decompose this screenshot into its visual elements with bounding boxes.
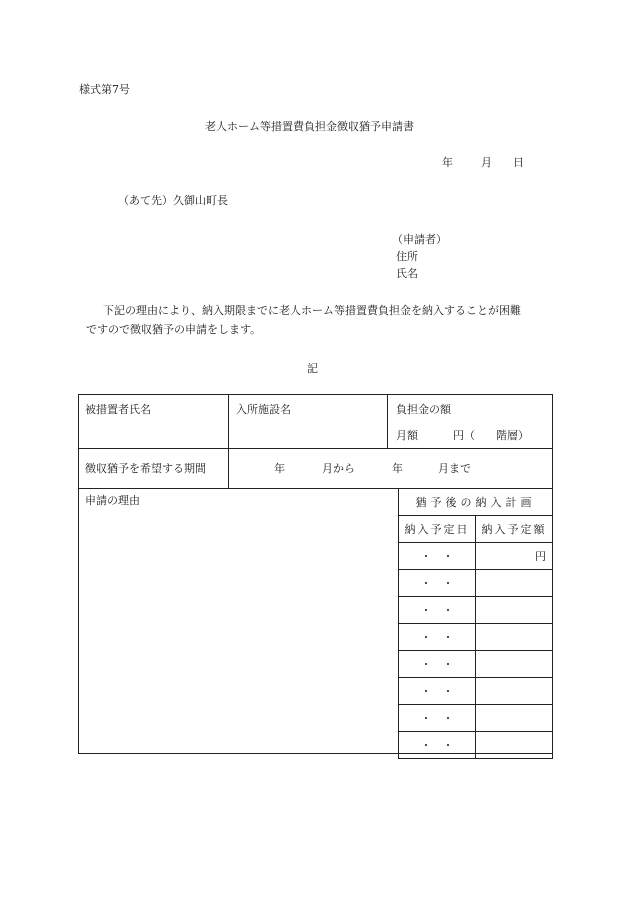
- plan-amount-cell[interactable]: [476, 705, 553, 732]
- body-text-line-1: 下記の理由により、納入期限までに老人ホーム等措置費負担金を納入することが困難: [103, 304, 521, 317]
- plan-amount-cell[interactable]: [476, 732, 553, 759]
- plan-date-cell[interactable]: ・ ・: [399, 732, 476, 759]
- period-label: 徴収猶予を希望する期間: [85, 462, 206, 475]
- plan-date-cell[interactable]: ・ ・: [399, 570, 476, 597]
- tier-close-label: 階層）: [496, 429, 529, 442]
- plan-row: [399, 624, 553, 651]
- plan-amount-cell[interactable]: [476, 678, 553, 705]
- col-divider: [387, 394, 388, 448]
- plan-date-cell[interactable]: ・ ・: [399, 705, 476, 732]
- plan-amount-cell[interactable]: [476, 651, 553, 678]
- date-day-label: 日: [513, 156, 524, 169]
- monthly-label: 月額: [396, 429, 418, 442]
- applicant-address-label: 住所: [396, 250, 418, 263]
- plan-row: [399, 678, 553, 705]
- person-name-label: 被措置者氏名: [85, 403, 151, 416]
- yen-open-label: 円（: [453, 429, 475, 442]
- plan-row: [399, 651, 553, 678]
- plan-row: [399, 543, 553, 570]
- row-divider: [78, 448, 553, 449]
- plan-date-cell[interactable]: ・ ・: [399, 597, 476, 624]
- plan-amount-cell[interactable]: [476, 597, 553, 624]
- plan-row: [399, 597, 553, 624]
- plan-amount-cell[interactable]: [476, 570, 553, 597]
- reason-label: 申請の理由: [85, 494, 140, 507]
- period-from: 月から: [322, 462, 355, 475]
- col-divider: [228, 394, 229, 488]
- plan-amount-cell[interactable]: [476, 624, 553, 651]
- plan-date-cell[interactable]: ・ ・: [399, 678, 476, 705]
- amount-label: 負担金の額: [396, 403, 451, 416]
- plan-row: [399, 570, 553, 597]
- plan-date-cell[interactable]: ・ ・: [399, 624, 476, 651]
- date-year-label: 年: [442, 156, 453, 169]
- plan-date-header: 納入予定日: [399, 516, 476, 543]
- ki-heading: 記: [307, 362, 318, 375]
- date-month-label: 月: [481, 156, 492, 169]
- payment-plan-table: [398, 488, 553, 759]
- period-to: 月まで: [438, 462, 471, 475]
- applicant-header: （申請者）: [392, 233, 447, 246]
- period-year2: 年: [392, 462, 403, 475]
- form-number: 様式第7号: [79, 83, 130, 96]
- facility-label: 入所施設名: [236, 403, 291, 416]
- plan-amount-header: 納入予定額: [476, 516, 553, 543]
- applicant-name-label: 氏名: [396, 267, 418, 280]
- plan-amount-cell[interactable]: 円: [476, 543, 553, 570]
- plan-header: 猶予後の納入計画: [399, 489, 553, 516]
- plan-row: [399, 705, 553, 732]
- addressee: （あて先）久御山町長: [118, 194, 228, 207]
- plan-row: [399, 732, 553, 759]
- body-text-line-2: ですので徴収猶予の申請をします。: [86, 323, 262, 336]
- plan-date-cell[interactable]: ・ ・: [399, 651, 476, 678]
- page-title: 老人ホーム等措置費負担金徴収猶予申請書: [205, 120, 414, 133]
- plan-date-cell[interactable]: ・ ・: [399, 543, 476, 570]
- period-year1: 年: [274, 462, 285, 475]
